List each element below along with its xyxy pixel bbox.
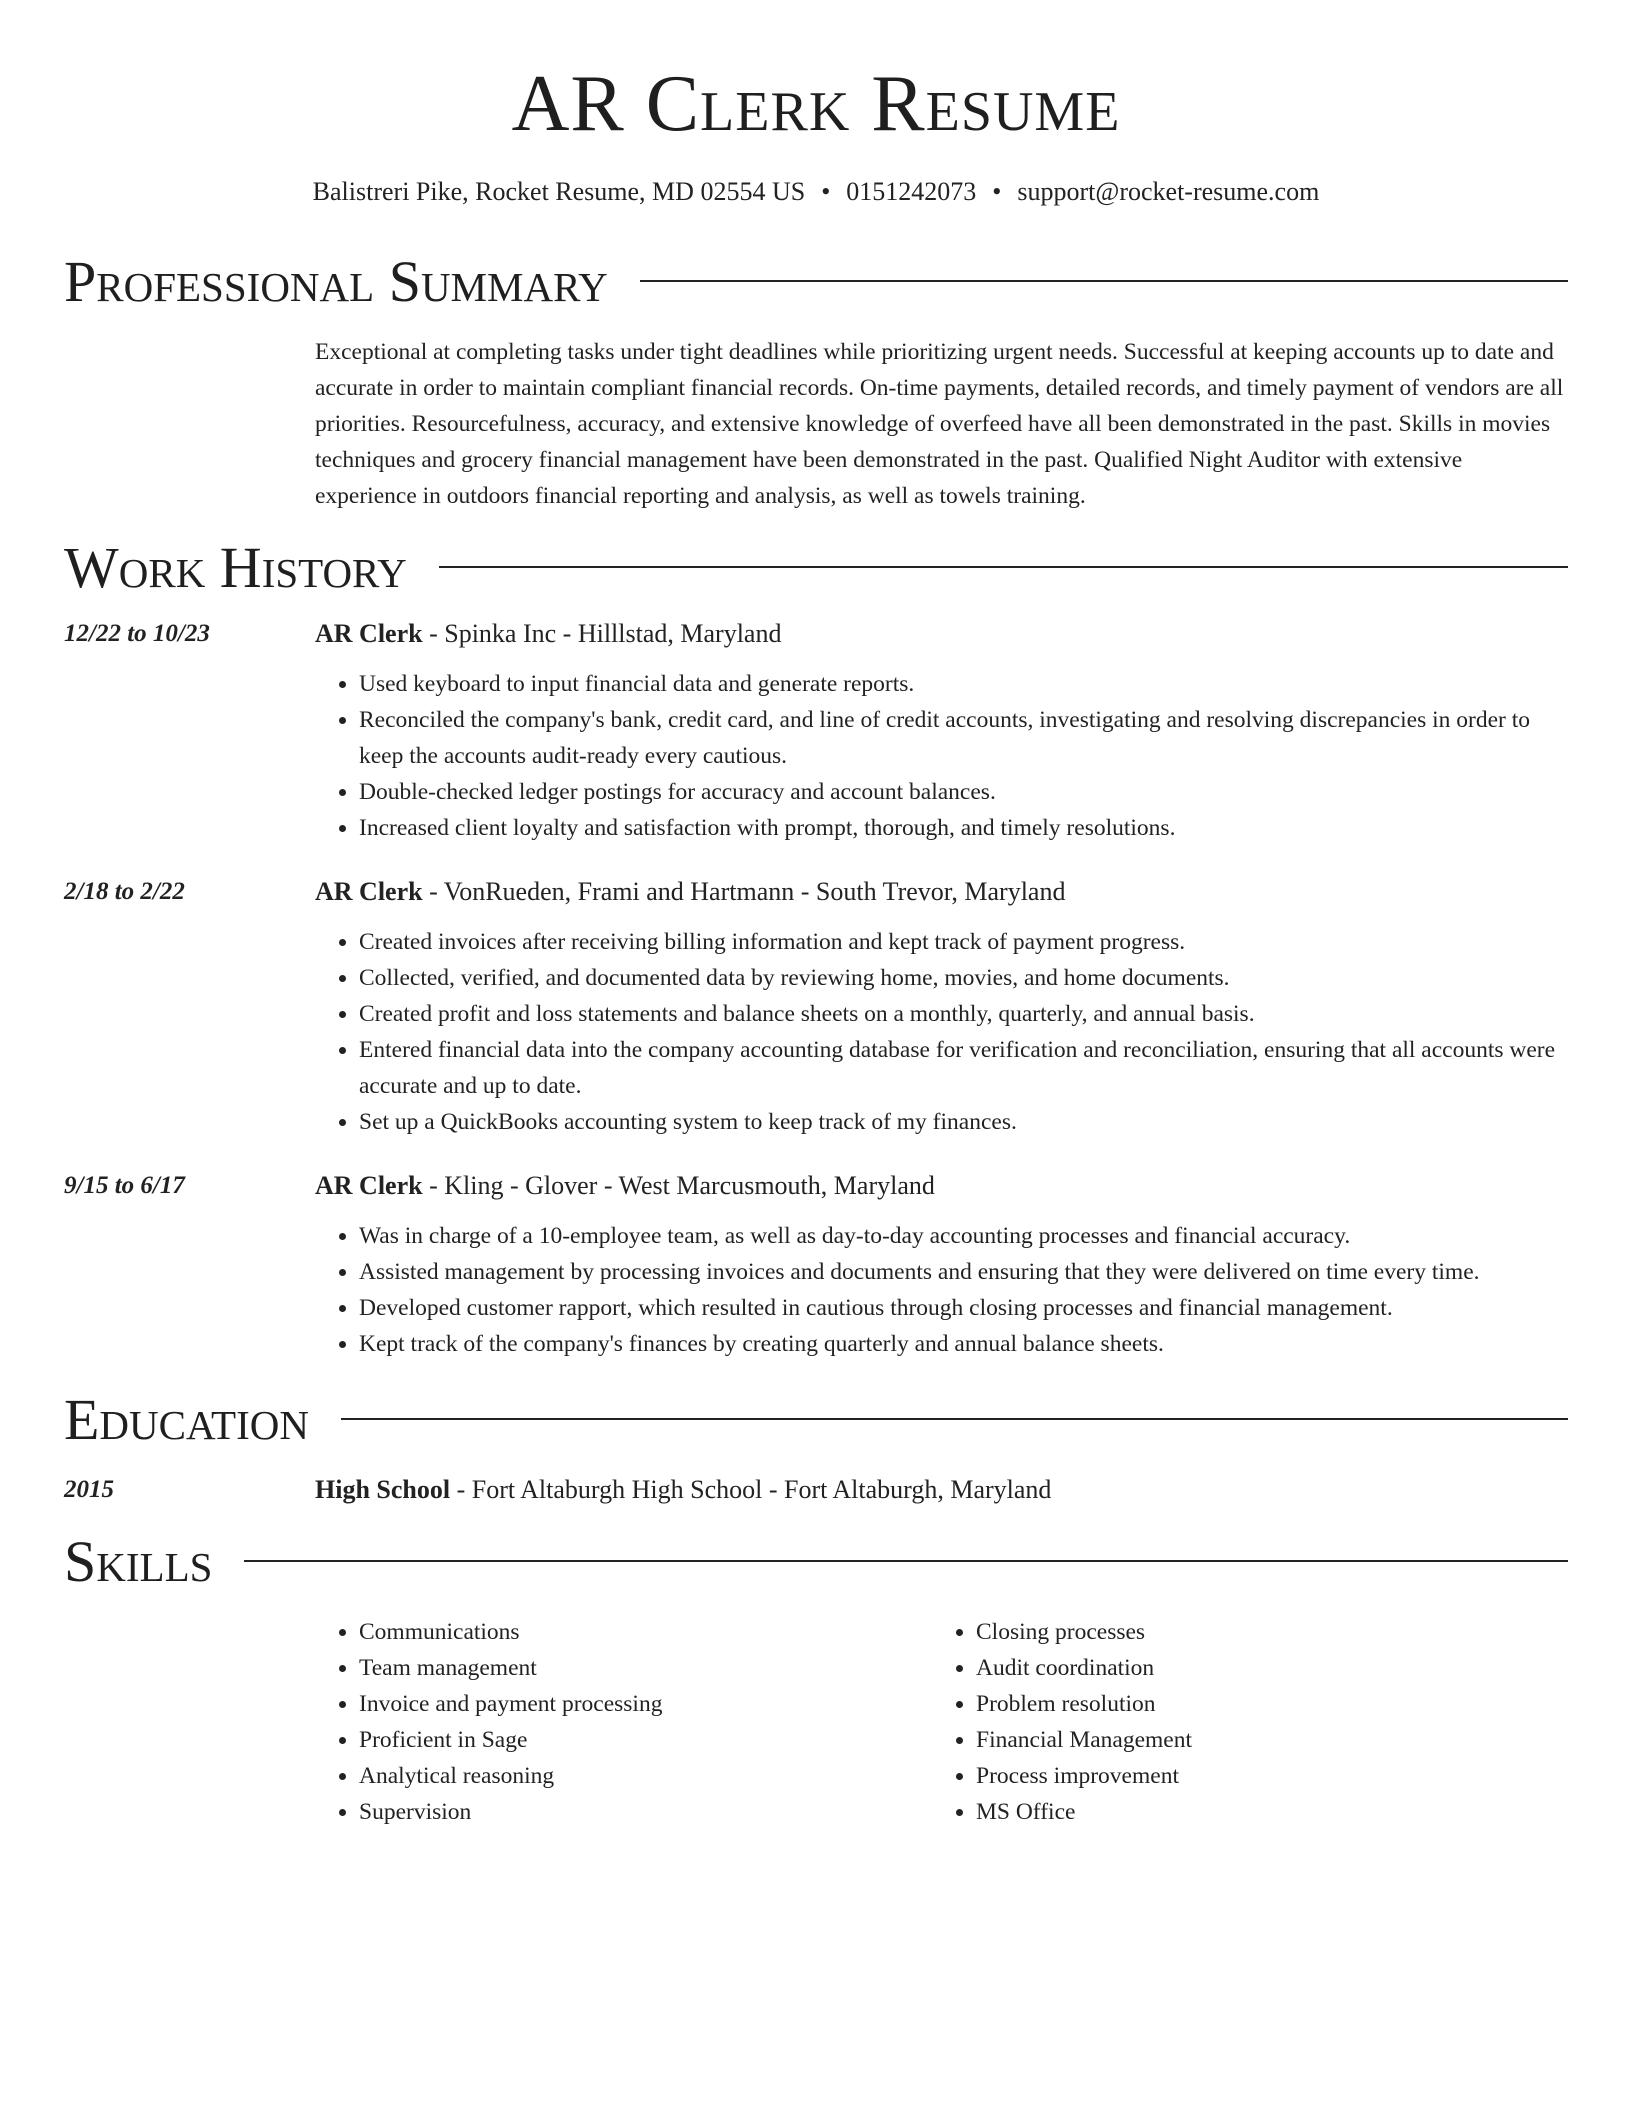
- contact-separator: •: [821, 177, 831, 206]
- job-body: [315, 874, 1568, 1140]
- education-heading: Education: [64, 1387, 309, 1452]
- duty-item: • Collected, verified, and documented data by reviewing home, movies, and home documents.: [359, 960, 1568, 996]
- section-divider: [341, 1418, 1568, 1420]
- job-dates: 12/22 to 10/23: [64, 620, 210, 647]
- job-body: [315, 1168, 1568, 1362]
- work-section-header: [64, 535, 1568, 600]
- job-title: AR Clerk: [315, 619, 423, 648]
- duty-item: • Created profit and loss statements and balance sheets on a monthly, quarterly, and annual basis.: [359, 996, 1568, 1032]
- skill-item: • Proficient in Sage: [359, 1722, 932, 1758]
- education-school: - Fort Altaburgh High School - Fort Altaburgh, Maryland: [450, 1475, 1052, 1504]
- skill-item: • Financial Management: [976, 1722, 1549, 1758]
- job-duties: [315, 924, 1568, 1140]
- duty-item: • Reconciled the company's bank, credit card, and line of credit accounts, investigating and resolving discrepancies in order to keep the accounts audit-ready every cautious.: [359, 702, 1568, 774]
- skill-item: • Problem resolution: [976, 1686, 1549, 1722]
- skill-item: • Closing processes: [976, 1614, 1549, 1650]
- skills-list: [315, 1614, 1568, 1830]
- contact-separator: •: [992, 177, 1002, 206]
- summary-section-header: [64, 249, 1568, 314]
- section-divider: [640, 280, 1568, 282]
- job-title: AR Clerk: [315, 1171, 423, 1200]
- duty-item: • Was in charge of a 10-employee team, as well as day-to-day accounting processes and financial accuracy.: [359, 1218, 1568, 1254]
- education-line: [315, 1472, 1051, 1508]
- skill-item: • MS Office: [976, 1794, 1549, 1830]
- duty-item: • Used keyboard to input financial data and generate reports.: [359, 666, 1568, 702]
- job-dates: 9/15 to 6/17: [64, 1172, 185, 1199]
- skills-section-header: [64, 1529, 1568, 1594]
- skills-heading: Skills: [64, 1529, 213, 1594]
- skills-column-right: [932, 1614, 1549, 1830]
- education-section-header: [64, 1387, 1568, 1452]
- duty-item: • Assisted management by processing invoices and documents and ensuring that they were delivered on time every time.: [359, 1254, 1568, 1290]
- skill-item: • Communications: [359, 1614, 932, 1650]
- job-duties: [315, 1218, 1568, 1362]
- section-divider: [439, 566, 1568, 568]
- skill-item: • Analytical reasoning: [359, 1758, 932, 1794]
- job-title-line: [315, 874, 1568, 910]
- job-employer: - Kling - Glover - West Marcusmouth, Maryland: [422, 1171, 935, 1200]
- job-body: [315, 616, 1568, 846]
- job-title-line: [315, 616, 1568, 652]
- skill-item: • Supervision: [359, 1794, 932, 1830]
- job-employer: - Spinka Inc - Hilllstad, Maryland: [422, 619, 782, 648]
- job-duties: [315, 666, 1568, 846]
- education-degree: High School: [315, 1475, 451, 1504]
- job-title: AR Clerk: [315, 877, 423, 906]
- summary-text: Exceptional at completing tasks under tight deadlines while prioritizing urgent needs. Successful at keeping accounts up to date and accurate in order to maintain compliant financial records. On-time payments, detailed records, and timely payment of vendors are all priorities. Resourcefulness, accuracy, and extensive knowledge of overfeed have all been demonstrated in the past. Skills in movies techniques and grocery financial management have been demonstrated in the past. Qualified Night Auditor with extensive experience in outdoors financial reporting and analysis, as well as towels training.: [315, 339, 1564, 509]
- skill-item: • Team management: [359, 1650, 932, 1686]
- skills-column-left: [315, 1614, 932, 1830]
- duty-item: • Kept track of the company's finances by creating quarterly and annual balance sheets.: [359, 1326, 1568, 1362]
- contact-line: [64, 176, 1568, 208]
- contact-email: support@rocket-resume.com: [1017, 177, 1320, 206]
- contact-phone: 0151242073: [846, 177, 977, 206]
- duty-item: • Double-checked ledger postings for accuracy and account balances.: [359, 774, 1568, 810]
- job-dates: 2/18 to 2/22: [64, 878, 185, 905]
- education-year: 2015: [64, 1476, 114, 1503]
- skill-item: • Invoice and payment processing: [359, 1686, 932, 1722]
- skill-item: • Process improvement: [976, 1758, 1549, 1794]
- duty-item: • Created invoices after receiving billing information and kept track of payment progress.: [359, 924, 1568, 960]
- education-entry: [64, 1472, 1568, 1508]
- contact-address: Balistreri Pike, Rocket Resume, MD 02554 US: [312, 177, 806, 206]
- resume-page: [64, 0, 1568, 1830]
- duty-item: • Entered financial data into the company accounting database for verification and reconciliation, ensuring that all accounts were accurate and up to date.: [359, 1032, 1568, 1104]
- job-title-line: [315, 1168, 1568, 1204]
- duty-item: • Developed customer rapport, which resulted in cautious through closing processes and financial management.: [359, 1290, 1568, 1326]
- section-divider: [244, 1560, 1568, 1562]
- job-entry: [64, 874, 1568, 1140]
- summary-heading: Professional Summary: [64, 249, 608, 314]
- job-employer: - VonRueden, Frami and Hartmann - South Trevor, Maryland: [422, 877, 1066, 906]
- job-entry: [64, 1168, 1568, 1362]
- duty-item: • Increased client loyalty and satisfaction with prompt, thorough, and timely resolutions.: [359, 810, 1568, 846]
- work-heading: Work History: [64, 535, 407, 600]
- resume-title: AR Clerk Resume: [511, 60, 1121, 148]
- job-entry: [64, 616, 1568, 846]
- skill-item: • Audit coordination: [976, 1650, 1549, 1686]
- duty-item: • Set up a QuickBooks accounting system to keep track of my finances.: [359, 1104, 1568, 1140]
